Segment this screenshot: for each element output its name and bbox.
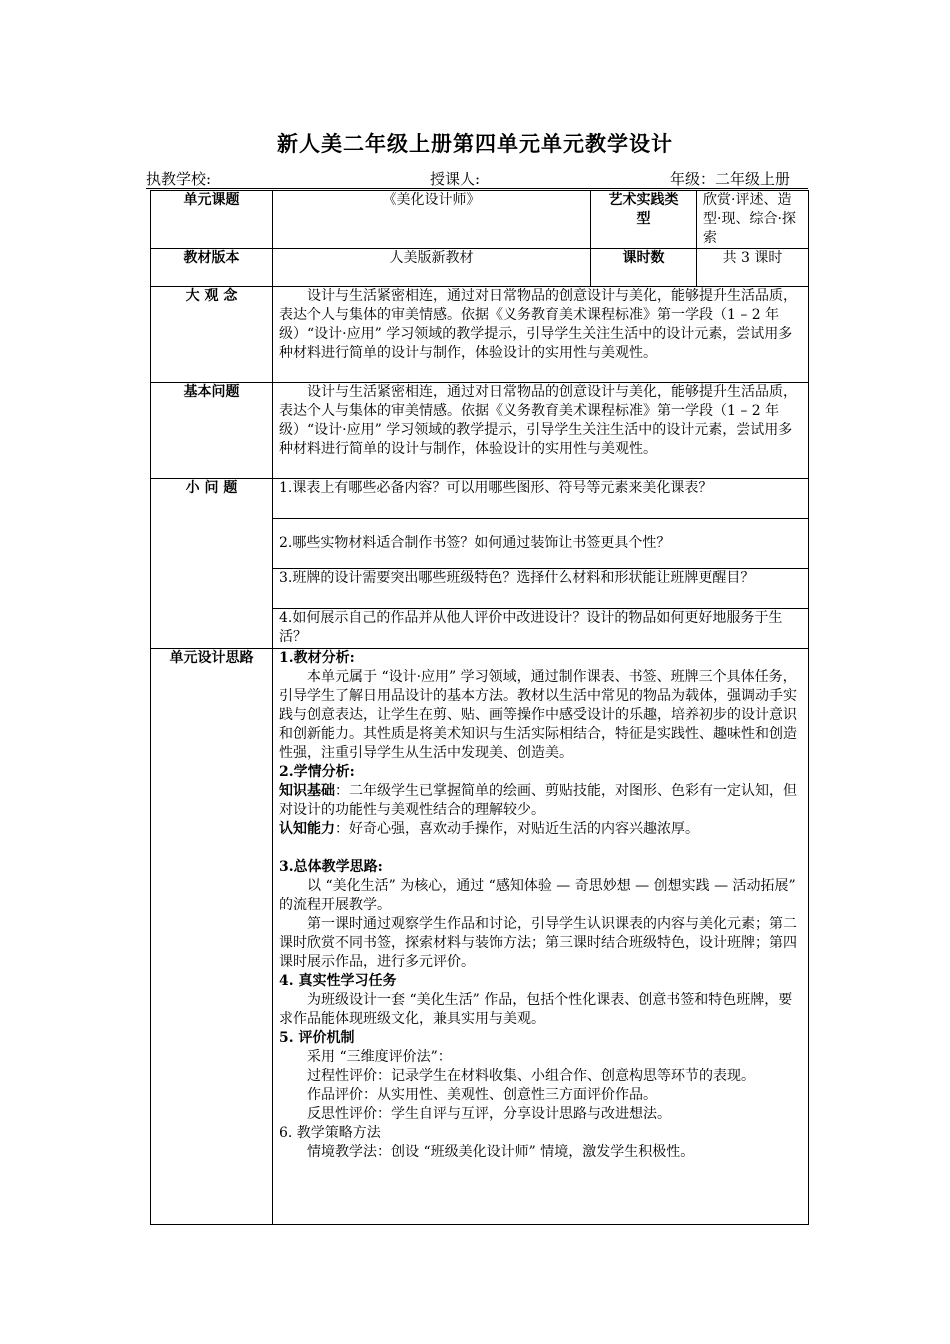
section-5-intro: 采用 “三维度评价法”： xyxy=(307,1049,452,1065)
basic-question-text xyxy=(273,383,809,479)
section-6-text: 情境教学法：创设 “班级美化设计师” 情境，激发学生积极性。 xyxy=(307,1144,695,1160)
lesson-count-value: 共 3 课时 xyxy=(697,249,809,287)
page-title: 新人美二年级上册第四单元单元教学设计 xyxy=(277,131,673,156)
section-5-reflect-eval: 反思性评价：学生自评与互评，分享设计思路与改进想法。 xyxy=(307,1106,671,1122)
small-question-1: 1.课表上有哪些必备内容？可以用哪些图形、符号等元素来美化课表？ xyxy=(273,479,809,519)
basic-question-paragraph: 设计与生活紧密相连，通过对日常物品的创意设计与美化，能够提升生活品质，表达个人与集体的审美情感。依据《义务教育美术课程标准》第一学段（1 – 2 年级）“设计·应用” 学习领域的教学提示，引导学生关注生活中的设计元素，尝试用多种材料进行简单的设计与制作，体验设计的实用性与美观性。 xyxy=(279,384,797,457)
section-5-heading: 5. 评价机制 xyxy=(279,1030,355,1046)
section-1-text: 本单元属于 “设计·应用” 学习领域，通过制作课表、书签、班牌三个具体任务，引导学生了解日用品设计的基本方法。教材以生活中常见的物品为载体，强调动手实践与创意表达，让学生在剪、贴、画等操作中感受设计的乐趣，培养初步的设计意识和创新能力。其性质是将美术知识与生活实际相结合，特征是实践性、趣味性和创造性强，注重引导学生从生活中发现美、创造美。 xyxy=(279,669,797,761)
cognitive-ability-line xyxy=(279,820,802,839)
knowledge-base-line xyxy=(279,782,802,820)
row-unit-topic xyxy=(151,191,809,249)
basic-question-label: 基本问题 xyxy=(151,383,273,479)
big-idea-paragraph: 设计与生活紧密相连，通过对日常物品的创意设计与美化，能够提升生活品质，表达个人与集体的审美情感。依据《义务教育美术课程标准》第一学段（1 – 2 年级）“设计·应用” 学习领域的教学提示，引导学生关注生活中的设计元素，尝试用多种材料进行简单的设计与制作，体验设计的实用性与美观性。 xyxy=(279,288,797,361)
section-1-heading: 1.教材分析: xyxy=(279,650,355,666)
grade-field: 年级：二年级上册 xyxy=(670,170,791,188)
unit-topic-value: 《美化设计师》 xyxy=(273,191,591,249)
row-design-approach xyxy=(151,649,809,1225)
teacher-field: 授课人: xyxy=(430,170,481,188)
unit-topic-label: 单元课题 xyxy=(151,191,273,249)
knowledge-base-text: ：二年级学生已掌握简单的绘画、剪贴技能，对图形、色彩有一定认知，但对设计的功能性与美观性结合的理解较少。 xyxy=(279,783,797,818)
section-4-heading: 4. 真实性学习任务 xyxy=(279,973,397,989)
practice-type-value: 欣赏·评述、造型·现、综合·探索 xyxy=(697,191,809,249)
row-textbook xyxy=(151,249,809,287)
practice-type-label: 艺术实践类型 xyxy=(591,191,697,249)
section-4-text: 为班级设计一套 “美化生活” 作品，包括个性化课表、创意书签和特色班牌，要求作品能体现班级文化，兼具实用与美观。 xyxy=(279,992,793,1027)
small-question-4: 4.如何展示自己的作品并从他人评价中改进设计？设计的物品如何更好地服务于生活？ xyxy=(273,609,809,649)
design-approach-label: 单元设计思路 xyxy=(151,649,273,1225)
textbook-value: 人美版新教材 xyxy=(273,249,591,287)
cognitive-ability-label: 认知能力 xyxy=(279,821,335,837)
lesson-count-label: 课时数 xyxy=(591,249,697,287)
header-divider xyxy=(146,188,808,189)
knowledge-base-label: 知识基础 xyxy=(279,783,335,799)
textbook-label: 教材版本 xyxy=(151,249,273,287)
section-5-process-eval: 过程性评价：记录学生在材料收集、小组合作、创意构思等环节的表现。 xyxy=(307,1068,755,1084)
section-6-heading: 6. 教学策略方法 xyxy=(279,1125,381,1141)
school-field: 执教学校: xyxy=(146,170,212,188)
unit-design-table xyxy=(150,190,809,1225)
big-idea-text xyxy=(273,287,809,383)
section-3-text-1: 以 “美化生活” 为核心，通过 “感知体验 — 奇思妙想 — 创想实践 — 活动拓展” 的流程开展教学。 xyxy=(279,878,796,913)
section-2-heading: 2.学情分析: xyxy=(279,764,355,780)
design-approach-content xyxy=(273,649,809,1225)
small-question-2: 2.哪些实物材料适合制作书签？如何通过装饰让书签更具个性？ xyxy=(273,519,809,569)
section-3-text-2: 第一课时通过观察学生作品和讨论，引导学生认识课表的内容与美化元素；第二课时欣赏不同书签，探索材料与装饰方法；第三课时结合班级特色，设计班牌；第四课时展示作品，进行多元评价。 xyxy=(279,916,797,970)
row-big-idea xyxy=(151,287,809,383)
small-question-3: 3.班牌的设计需要突出哪些班级特色？选择什么材料和形状能让班牌更醒目？ xyxy=(273,569,809,609)
row-small-question-1 xyxy=(151,479,809,519)
blank-line xyxy=(279,839,802,858)
row-basic-question xyxy=(151,383,809,479)
small-questions-label: 小 问 题 xyxy=(151,479,273,649)
cognitive-ability-text: ：好奇心强，喜欢动手操作，对贴近生活的内容兴趣浓厚。 xyxy=(335,821,699,837)
section-5-work-eval: 作品评价：从实用性、美观性、创意性三方面评价作品。 xyxy=(307,1087,657,1103)
big-idea-label: 大 观 念 xyxy=(151,287,273,383)
section-3-heading: 3.总体教学思路: xyxy=(279,859,383,875)
